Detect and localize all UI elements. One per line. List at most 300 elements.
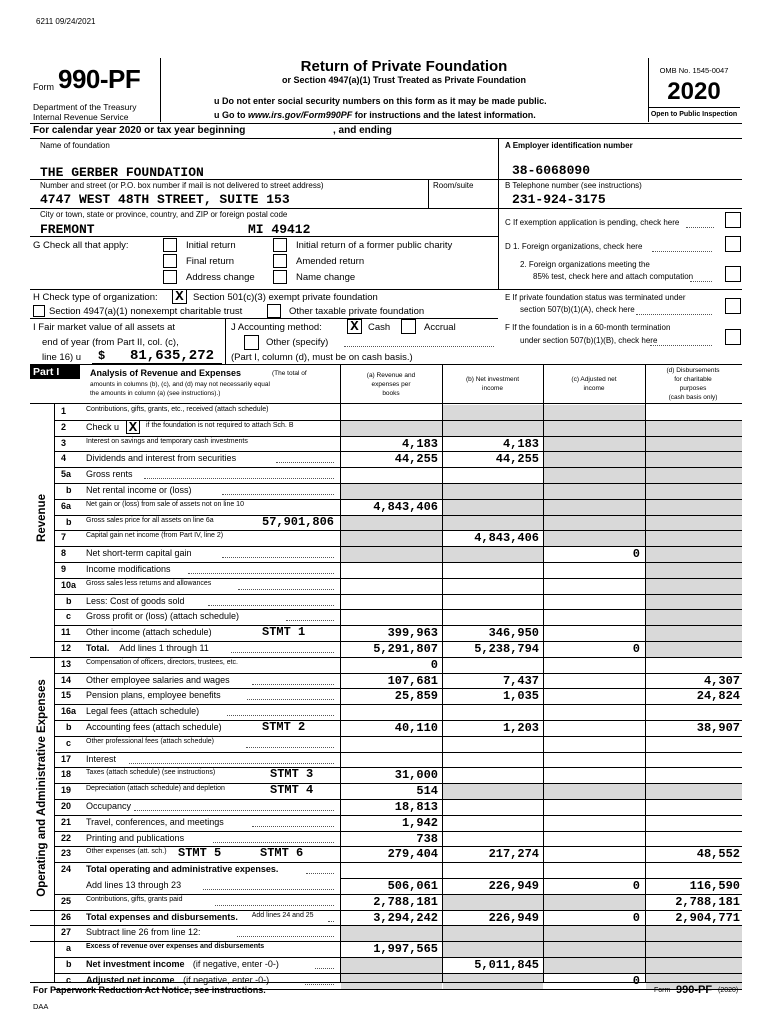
initial-former-label: Initial return of a former public charity <box>296 240 453 251</box>
i-label-line2: end of year (from Part II, col. (c), <box>42 337 179 348</box>
line-number: 17 <box>61 753 72 764</box>
shaded-cell <box>443 942 543 957</box>
final-return-checkbox[interactable] <box>163 254 177 268</box>
shaded-cell <box>341 547 442 562</box>
sch-b-label: if the foundation is not required to attach Sch. B <box>146 421 294 429</box>
col-d-header-3: purposes <box>679 385 707 392</box>
col-b-value: 346,950 <box>488 626 539 641</box>
leader-dots <box>237 936 334 937</box>
col-a-value: 1,942 <box>401 815 438 830</box>
col-a-value: 18,813 <box>394 800 438 814</box>
col-d-header-1: (d) Disbursements <box>666 367 720 374</box>
line-number: 26 <box>61 911 72 922</box>
line-number: 23 <box>61 848 72 859</box>
col-a-value: 5,291,807 <box>373 642 438 656</box>
line-sub-letter: b <box>66 516 72 527</box>
line-sub-letter: b <box>66 595 72 606</box>
col-a-value: 25,859 <box>394 689 438 704</box>
line-sub-letter: b <box>66 722 72 732</box>
line-label: Total. <box>86 643 110 653</box>
line-number: 8 <box>61 548 67 559</box>
statement-ref[interactable]: STMT 3 <box>270 767 314 782</box>
line-label: Excess of revenue over expenses and disbursements <box>86 943 265 951</box>
shaded-cell <box>646 500 742 515</box>
line-label: Depreciation (attach schedule) and depletion <box>86 785 225 793</box>
col-b-value: 7,437 <box>502 673 539 688</box>
line-number: 14 <box>61 674 72 685</box>
line-label: Gross sales less returns and allowances <box>86 579 212 587</box>
print-stamp: 6211 09/24/2021 <box>36 17 96 26</box>
col-a-value: 506,061 <box>387 879 438 893</box>
part1-label: Part I <box>33 366 60 378</box>
col-b-value: 217,274 <box>488 847 539 862</box>
shaded-cell <box>443 484 543 499</box>
col-b-value: 4,843,406 <box>474 531 539 546</box>
shaded-cell <box>544 531 645 546</box>
j-accrual-checkbox[interactable] <box>401 319 416 334</box>
col-a-value: 279,404 <box>387 847 438 862</box>
leader-dots <box>276 462 334 463</box>
shaded-cell <box>544 516 645 531</box>
col-d-value: 38,907 <box>696 721 740 735</box>
shaded-cell <box>341 958 442 973</box>
leader-dots <box>213 842 335 843</box>
shaded-cell <box>544 942 645 957</box>
statement-ref[interactable]: STMT 5 <box>178 846 222 861</box>
part1-heading-note3: the amounts in column (a) (see instructions).) <box>90 390 221 397</box>
line-sub-letter: c <box>66 611 72 622</box>
leader-dots <box>129 763 334 764</box>
shaded-cell <box>646 595 742 610</box>
statement-ref[interactable]: STMT 1 <box>262 625 306 640</box>
part1-heading: Analysis of Revenue and Expenses <box>90 368 242 378</box>
line-number: 25 <box>61 895 72 906</box>
footer-year: (2020) <box>718 987 739 994</box>
line-label-rest: Add lines 1 through 11 <box>119 643 209 653</box>
shaded-cell <box>646 452 742 467</box>
shaded-cell <box>646 926 742 941</box>
col-a-header-1: (a) Revenue and <box>366 372 416 379</box>
line-label-rest: Add lines 24 and 25 <box>251 911 314 919</box>
shaded-cell <box>646 784 742 799</box>
h-4947-checkbox[interactable] <box>33 305 45 317</box>
shaded-cell <box>646 626 742 641</box>
shaded-cell <box>443 895 543 910</box>
initial-return-checkbox[interactable] <box>163 238 177 252</box>
shaded-cell <box>341 516 442 531</box>
col-b-value: 1,203 <box>502 721 539 735</box>
tax-year: 2020 <box>667 78 721 105</box>
line-number: 10a <box>61 579 77 590</box>
phone-label: B Telephone number (see instructions) <box>505 181 642 190</box>
col-d-header-2: for charitable <box>674 376 712 383</box>
h-501c3-checkbox[interactable]: X <box>172 289 187 304</box>
line-label: Net investment income <box>86 959 185 969</box>
row-rule <box>54 752 742 753</box>
leader-dots <box>227 715 334 716</box>
instruction-url: u Go to www.irs.gov/Form990PF for instructions and the latest information. <box>214 110 536 120</box>
line-sub-letter: b <box>66 485 72 495</box>
line-number: 11 <box>61 627 71 638</box>
shaded-cell <box>341 484 442 499</box>
i-label-line1: I Fair market value of all assets at <box>33 322 176 333</box>
line-label: Total expenses and disbursements. <box>86 911 238 922</box>
instruction-ssn: u Do not enter social security numbers on this form as it may be made public. <box>214 96 547 106</box>
col-d-value: 4,307 <box>703 673 740 688</box>
leader-dots <box>238 589 334 590</box>
shaded-cell <box>646 642 742 657</box>
col-a-value: 4,843,406 <box>373 499 438 514</box>
line-number: 15 <box>61 690 72 701</box>
col-b-value: 5,238,794 <box>474 642 539 656</box>
shaded-cell <box>443 926 543 941</box>
col-d-header-4: (cash basis only) <box>668 394 718 401</box>
line-number: 19 <box>61 785 72 796</box>
shaded-cell <box>443 421 543 436</box>
h-4947-label: Section 4947(a)(1) nonexempt charitable trust <box>49 306 243 317</box>
line-sub-letter: b <box>66 959 72 969</box>
shaded-cell <box>646 421 742 436</box>
line-label: Total operating and administrative expenses. <box>86 864 279 875</box>
line-sub-letter: a <box>66 943 72 954</box>
shaded-cell <box>646 437 742 452</box>
line-label: Capital gain net income (from Part IV, line 2) <box>86 532 224 540</box>
leader-dots <box>222 494 334 495</box>
col-a-value: 514 <box>416 784 438 799</box>
shaded-cell <box>544 421 645 436</box>
side-label-expenses: Operating and Administrative Expenses <box>36 679 48 897</box>
line-label: Contributions, gifts, grants, etc., received (attach schedule) <box>86 406 269 413</box>
i-label-line3: line 16) u <box>42 352 82 363</box>
paperwork-notice: For Paperwork Reduction Act Notice, see instructions. <box>33 985 266 995</box>
col-d-value: 116,590 <box>689 879 740 893</box>
shaded-cell <box>443 405 543 420</box>
c-exemption-label: C If exemption application is pending, check here <box>505 218 680 227</box>
name-label: Name of foundation <box>40 141 110 150</box>
shaded-cell <box>443 500 543 515</box>
shaded-cell <box>646 958 742 973</box>
line-label: Subtract line 26 from line 12: <box>86 927 201 938</box>
line-label-rest: (if negative, enter -0-) <box>192 959 279 969</box>
shaded-cell <box>646 942 742 957</box>
shaded-cell <box>443 784 543 799</box>
j-accrual-label: Accrual <box>424 322 456 333</box>
leader-dots <box>247 699 334 700</box>
col-b-header-1: (b) Net investment <box>465 376 520 383</box>
state-zip: MI 49412 <box>248 222 311 237</box>
e-checkbox[interactable] <box>725 298 741 314</box>
initial-former-checkbox[interactable] <box>273 238 287 252</box>
line-label: Other expenses (att. sch.) <box>86 848 167 856</box>
fair-market-value: 81,635,272 <box>130 348 215 364</box>
row-rule <box>54 704 742 705</box>
row-rule <box>54 578 742 579</box>
line-label: Dividends and interest from securities <box>86 453 237 464</box>
leader-dots <box>305 984 334 985</box>
leader-dots <box>222 557 334 558</box>
col-c-header-2: income <box>583 385 605 392</box>
line-label: Pension plans, employee benefits <box>86 690 221 701</box>
street-label: Number and street (or P.O. box number if mail is not delivered to street address) <box>40 181 324 190</box>
j-other-checkbox[interactable] <box>244 335 259 350</box>
d2-label-line1: 2. Foreign organizations meeting the <box>520 260 650 269</box>
ein-value: 38-6068090 <box>512 163 591 178</box>
line-label: Check u <box>86 421 120 432</box>
amended-return-checkbox[interactable] <box>273 254 287 268</box>
line-label: Other professional fees (attach schedule) <box>86 737 215 745</box>
leader-dots <box>246 747 334 748</box>
footer-form-number: 990-PF <box>676 984 713 996</box>
line-number: 21 <box>61 816 72 827</box>
col-b-header-2: income <box>482 385 503 392</box>
shaded-cell <box>544 452 645 467</box>
col-a-value: 738 <box>416 831 438 846</box>
leader-dots <box>215 905 334 906</box>
col-c-value: 0 <box>632 910 640 925</box>
line-number: 9 <box>61 564 67 574</box>
line-number: 7 <box>61 532 67 543</box>
line-label: Contributions, gifts, grants paid <box>86 895 183 903</box>
i-dollar: $ <box>98 349 106 363</box>
col-d-value: 24,824 <box>696 689 740 704</box>
line-number: 22 <box>61 832 72 843</box>
line-sub-letter: c <box>66 974 72 985</box>
line-label: Accounting fees (attach schedule) <box>86 722 222 732</box>
address-change-label: Address change <box>186 272 255 283</box>
line-number: 12 <box>61 643 72 653</box>
shaded-cell <box>646 610 742 625</box>
f-checkbox[interactable] <box>725 329 741 345</box>
line-label: Compensation of officers, directors, trustees, etc. <box>86 658 238 666</box>
shaded-cell <box>646 579 742 594</box>
and-ending: , and ending <box>333 125 392 136</box>
col-c-value: 0 <box>632 879 640 893</box>
line-label: Less: Cost of goods sold <box>86 595 185 606</box>
irs-link[interactable]: www.irs.gov/Form990PF <box>248 110 353 120</box>
shaded-cell <box>544 500 645 515</box>
calendar-year: For calendar year 2020 or tax year beginning <box>33 125 246 136</box>
final-return-label: Final return <box>186 256 235 267</box>
line-number: 13 <box>61 658 72 669</box>
d2-label-line2: 85% test, check here and attach computation <box>533 272 694 281</box>
col-d-value: 48,552 <box>696 847 740 862</box>
shaded-cell <box>646 484 742 499</box>
col-a-value: 31,000 <box>394 768 438 783</box>
leader-dots <box>188 573 334 574</box>
leader-dots <box>328 921 334 922</box>
statement-ref[interactable]: STMT 2 <box>262 720 306 734</box>
col-a-value: 4,183 <box>401 436 438 451</box>
part1-heading-note: (The total of <box>272 370 307 377</box>
sch-b-checkbox[interactable]: X <box>126 420 140 434</box>
col-d-value: 2,904,771 <box>675 910 740 925</box>
phone-value: 231-924-3175 <box>512 192 606 207</box>
h-other-taxable-label: Other taxable private foundation <box>289 306 425 317</box>
d2-checkbox[interactable] <box>725 266 741 282</box>
row-rule <box>54 609 742 610</box>
j-cash-label: Cash <box>368 322 391 333</box>
line-label: Occupancy <box>86 801 132 811</box>
line-label-rest: (if negative, enter -0-) <box>183 974 270 985</box>
col-a-value: 399,963 <box>387 626 438 641</box>
shaded-cell <box>646 563 742 578</box>
leader-dots <box>231 652 334 653</box>
col-b-value: 226,949 <box>488 879 539 893</box>
line-label: Interest on savings and temporary cash investments <box>86 437 248 445</box>
shaded-cell <box>646 531 742 546</box>
g-label: G Check all that apply: <box>33 240 129 251</box>
row-rule <box>54 862 742 863</box>
shaded-cell <box>443 547 543 562</box>
statement-ref[interactable]: STMT 6 <box>260 846 304 861</box>
col-b-value: 226,949 <box>488 910 539 925</box>
statement-ref[interactable]: STMT 4 <box>270 783 314 798</box>
line-number: 1 <box>61 406 67 416</box>
col-b-value: 4,183 <box>502 436 539 451</box>
shaded-cell <box>544 468 645 483</box>
line-number: 18 <box>61 769 72 780</box>
street-address: 4747 WEST 48TH STREET, SUITE 153 <box>40 192 290 207</box>
line-label: Legal fees (attach schedule) <box>86 706 200 717</box>
col-a-header-2: expenses per <box>371 381 411 388</box>
amended-return-label: Amended return <box>296 256 365 267</box>
dept-treasury: Department of the Treasury <box>33 102 137 112</box>
e-label-line1: E If private foundation status was terminated under <box>505 293 686 302</box>
f-label-line2: under section 507(b)(1)(B), check here <box>520 336 658 345</box>
line-label: Other income (attach schedule) <box>86 627 212 638</box>
foundation-name: THE GERBER FOUNDATION <box>40 165 204 180</box>
col-b-value: 44,255 <box>495 452 539 467</box>
shaded-cell <box>544 437 645 452</box>
shaded-cell <box>544 405 645 420</box>
line-sub-letter: c <box>66 737 72 748</box>
omb-number: OMB No. 1545-0047 <box>659 66 729 75</box>
col-a-value: 44,255 <box>394 452 438 467</box>
leader-dots <box>134 810 334 811</box>
line-label: Net gain or (loss) from sale of assets not on line 10 <box>86 500 244 508</box>
col-a-value: 2,788,181 <box>373 894 438 909</box>
d1-label: D 1. Foreign organizations, check here <box>505 242 643 251</box>
line-label: Gross rents <box>86 469 133 480</box>
form-number: 990-PF <box>58 64 141 94</box>
leader-dots <box>208 605 334 606</box>
line-label: Gross profit or (loss) (attach schedule) <box>86 611 240 622</box>
col-a-header-3: books <box>382 390 400 397</box>
line-number: 20 <box>61 801 72 811</box>
col-a-value: 107,681 <box>387 673 438 688</box>
shaded-cell <box>341 926 442 941</box>
leader-dots <box>252 826 334 827</box>
leader-dots <box>252 684 334 685</box>
form-title: Return of Private Foundation <box>300 58 508 75</box>
shaded-cell <box>544 895 645 910</box>
leader-dots <box>306 873 334 874</box>
line-number: 3 <box>61 437 67 448</box>
line-label: Net short-term capital gain <box>86 548 192 559</box>
col-c-value: 0 <box>632 547 640 562</box>
initial-return-label: Initial return <box>186 240 236 251</box>
shaded-cell <box>544 784 645 799</box>
gross-sales-value: 57,901,806 <box>262 514 335 529</box>
open-public: Open to Public Inspection <box>650 111 738 118</box>
address-change-checkbox[interactable] <box>163 270 177 284</box>
dept-irs: Internal Revenue Service <box>33 112 129 122</box>
d1-checkbox[interactable] <box>725 236 741 252</box>
shaded-cell <box>443 516 543 531</box>
name-change-label: Name change <box>296 272 356 283</box>
ein-label: A Employer identification number <box>505 141 633 150</box>
name-change-checkbox[interactable] <box>273 270 287 284</box>
line-number: 6a <box>61 500 72 511</box>
shaded-cell <box>341 531 442 546</box>
form-label: Form <box>33 82 54 92</box>
line-label: Printing and publications <box>86 832 185 843</box>
line-label: Taxes (attach schedule) (see instructions) <box>86 769 216 777</box>
line-number: 2 <box>61 421 67 432</box>
leader-dots <box>203 889 334 890</box>
row-rule <box>54 736 742 737</box>
row-rule <box>54 594 742 595</box>
col-b-value: 5,011,845 <box>474 958 539 972</box>
h-other-taxable-checkbox[interactable] <box>267 304 281 318</box>
daa-mark: DAA <box>33 1002 49 1011</box>
shaded-cell <box>341 421 442 436</box>
line-label: Add lines 13 through 23 <box>86 880 182 890</box>
j-cash-checkbox[interactable]: X <box>347 319 362 334</box>
leader-dots <box>315 968 335 969</box>
line-label: Interest <box>86 753 117 764</box>
shaded-cell <box>544 926 645 941</box>
line-label: Gross sales price for all assets on line 6a <box>86 516 214 524</box>
h-501c3-label: Section 501(c)(3) exempt private foundation <box>193 292 378 303</box>
col-a-value: 40,110 <box>394 721 438 735</box>
side-label-revenue: Revenue <box>36 494 48 542</box>
row-rule <box>54 562 742 563</box>
shaded-cell <box>544 958 645 973</box>
leader-dots <box>144 478 334 479</box>
shaded-cell <box>646 468 742 483</box>
line-label: Income modifications <box>86 564 171 574</box>
e-label-line2: section 507(b)(1)(A), check here <box>520 305 635 314</box>
shaded-cell <box>544 484 645 499</box>
col-c-value: 0 <box>632 642 640 656</box>
line-label: Travel, conferences, and meetings <box>86 816 224 827</box>
part1-heading-note2: amounts in columns (b), (c), and (d) may not necessarily equal <box>90 381 270 388</box>
line-number: 27 <box>61 927 72 938</box>
shaded-cell <box>646 516 742 531</box>
city-label: City or town, state or province, country, and ZIP or foreign postal code <box>40 210 288 219</box>
form-subtitle: or Section 4947(a)(1) Trust Treated as Private Foundation <box>281 75 527 85</box>
col-b-value: 1,035 <box>502 689 539 704</box>
col-a-value: 3,294,242 <box>373 910 438 925</box>
c-exemption-checkbox[interactable] <box>725 212 741 228</box>
line-number: 5a <box>61 469 72 480</box>
j-note: (Part I, column (d), must be on cash basis.) <box>231 352 413 363</box>
footer-form-label: Form <box>654 987 671 994</box>
leader-dots <box>286 620 334 621</box>
col-c-header-1: (c) Adjusted net <box>571 376 617 383</box>
line-label: Adjusted net income <box>86 974 175 985</box>
j-other-label: Other (specify) <box>266 337 329 348</box>
j-label: J Accounting method: <box>231 322 322 333</box>
col-c-value: 0 <box>632 973 640 988</box>
col-d-value: 2,788,181 <box>675 894 740 909</box>
room-label: Room/suite <box>433 181 474 190</box>
city: FREMONT <box>40 222 95 237</box>
col-a-value: 1,997,565 <box>373 942 438 957</box>
h-label: H Check type of organization: <box>33 292 158 303</box>
line-label: Net rental income or (loss) <box>86 485 192 495</box>
